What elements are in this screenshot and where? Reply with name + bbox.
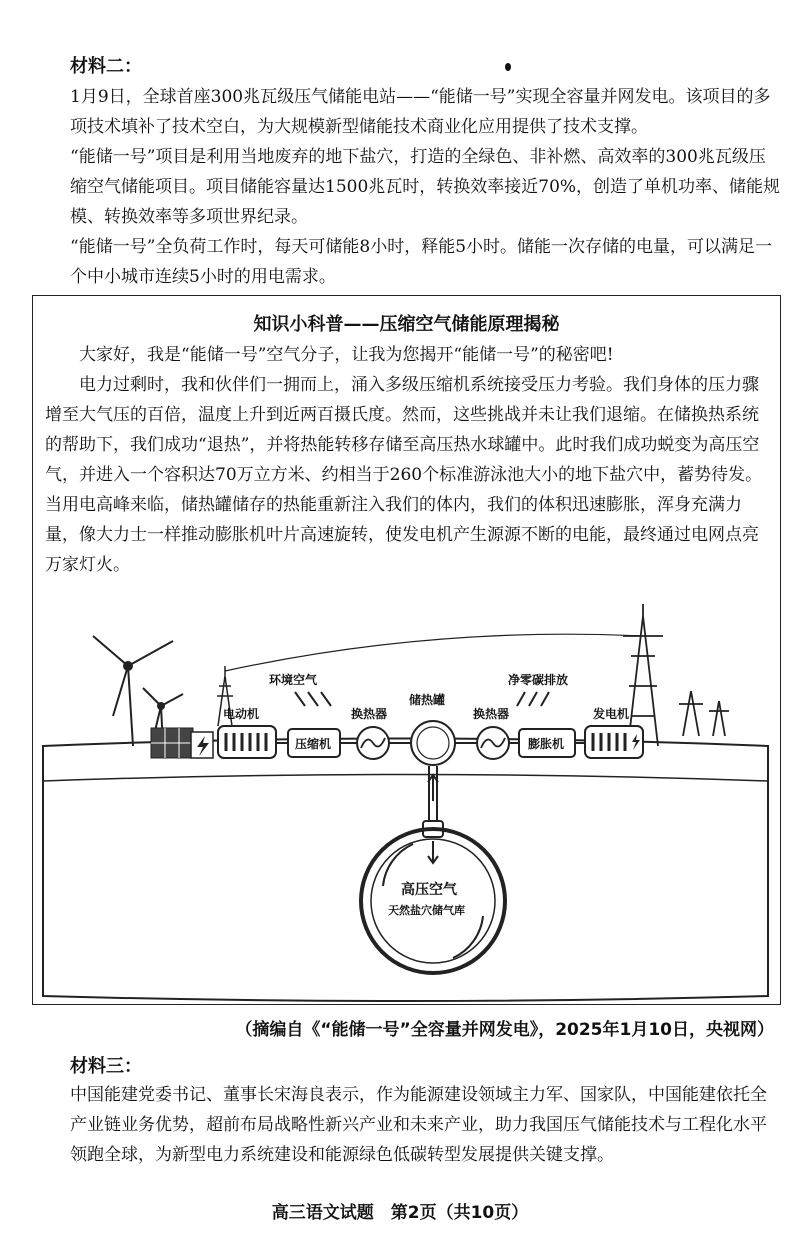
generator-label: 发电机 (593, 707, 630, 721)
generator-icon (585, 726, 643, 758)
knowledge-paragraph-2: 电力过剩时，我和伙伴们一拥而上，涌入多级压缩机系统接受压力考验。我们身体的压力骤增至大气压的百倍，温度上升到近两百摄氏度。然而，这些挑战并未让我们退缩。在储换热系统的帮助下，我们成功“退热”，并将热能转移存储至高压热水球罐中。此时我们成功蜕变为高压空气，并进入一个容积达70万立方米、约相当于260个标准游泳池大小的地下盐穴中，蓄势待发。当用电高峰来临，储热罐储存的热能重新注入我们的体内，我们的体积迅速膨胀，浑身充满力量，像大力士一样推动膨胀机叶片高速旋转，使发电机产生源源不断的电能，最终通过电网点亮万家灯火。 (45, 375, 763, 575)
knowledge-box (32, 295, 781, 1005)
caes-diagram (33, 596, 780, 1016)
heat-exchanger-1-icon (357, 727, 389, 759)
knowledge-paragraph-1: 大家好，我是“能储一号”空气分子，让我为您揭开“能储一号”的秘密吧! (79, 345, 614, 365)
material2-paragraph-2: “能储一号”项目是利用当地废弃的地下盐穴，打造的全绿色、非补燃、高效率的300兆瓦级压缩空气储能项目。项目储能容量达1500兆瓦时，转换效率接近70%，创造了单机功率、储能规模、转换效率等多项世界纪录。 (70, 147, 781, 227)
ambient-air-label: 环境空气 (269, 673, 318, 687)
high-pressure-air-label: 高压空气 (401, 882, 457, 898)
compressor-label: 压缩机 (295, 737, 332, 751)
heat-storage-tank-icon (411, 721, 455, 765)
heat-storage-tank-label: 储热罐 (409, 693, 446, 707)
heat-exchanger-1-label: 换热器 (351, 707, 388, 721)
motor-icon (218, 726, 276, 758)
solar-panel-icon (151, 728, 193, 758)
ink-dot (505, 63, 511, 71)
shaft-pipe (423, 766, 443, 863)
material2-heading: 材料二： (70, 56, 142, 77)
heat-exchanger-2-icon (477, 727, 509, 759)
exhaust-arrows-icon (517, 692, 549, 706)
expander-label: 膨胀机 (528, 737, 565, 751)
material3-heading: 材料三： (70, 1056, 142, 1077)
knowledge-box-title: 知识小科普——压缩空气储能原理揭秘 (253, 314, 560, 335)
ambient-air-arrows-icon (295, 692, 331, 706)
material2-paragraph-3: “能储一号”全负荷工作时，每天可储能8小时，释能5小时。储能一次存储的电量，可以满足一个中小城市连续5小时的用电需求。 (70, 237, 773, 287)
material3-paragraph-1: 中国能建党委书记、董事长宋海良表示，作为能源建设领域主力军、国家队，中国能建依托全产业链业务优势，超前布局战略性新兴产业和未来产业，助力我国压气储能技术与工程化水平领跑全球，为新型电力系统建设和能源绿色低碳转型发展提供关键支撑。 (70, 1085, 767, 1165)
underground-line (43, 775, 768, 782)
salt-cavern-label: 天然盐穴储气库 (388, 904, 465, 917)
material2-paragraph-1: 1月9日，全球首座300兆瓦级压气储能电站——“能储一号”实现全容量并网发电。该项目的多项技术填补了技术空白，为大规模新型储能技术商业化应用提供了技术支撑。 (70, 87, 771, 137)
right-pylon-icon (623, 604, 729, 746)
power-line (225, 634, 643, 671)
zero-carbon-label: 净零碳排放 (508, 673, 569, 687)
motor-label: 电动机 (223, 707, 260, 721)
page-footer: 高三语文试题 第2页（共10页） (271, 1203, 529, 1223)
power-input-icon (191, 732, 213, 758)
heat-exchanger-2-label: 换热器 (473, 707, 510, 721)
source-citation: （摘编自《“能储一号”全容量并网发电》，2025年1月10日，央视网） (235, 1020, 774, 1040)
